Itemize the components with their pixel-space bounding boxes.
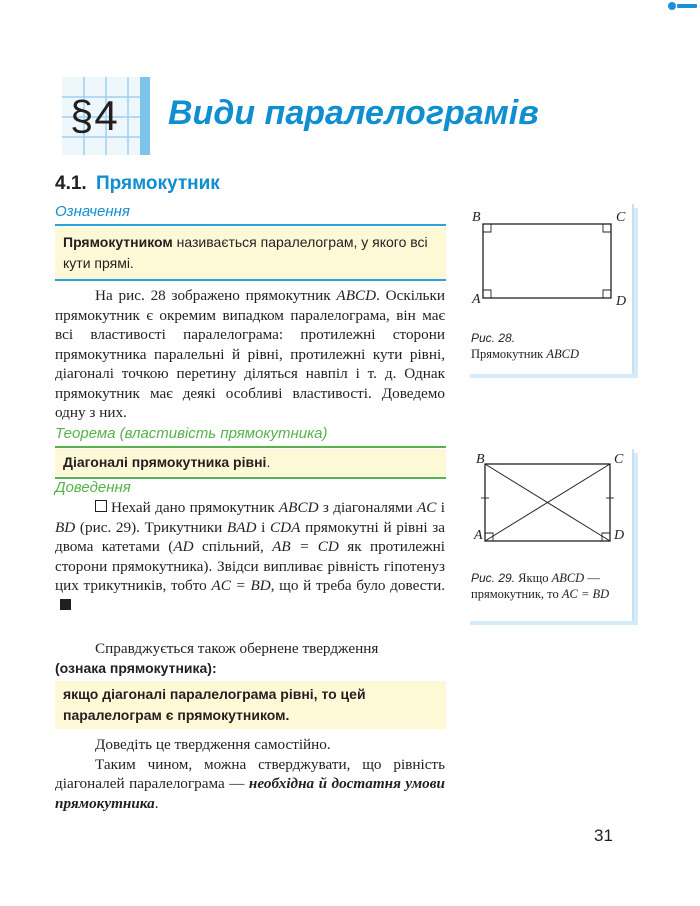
closing-end: . [154, 794, 159, 812]
fig29-caption-var: AC = BD [561, 587, 610, 601]
proof-var: AD [173, 538, 194, 555]
fig29-label-d: D [614, 528, 625, 543]
figure-28-caption [471, 330, 621, 362]
page-number: 31 [594, 826, 613, 845]
closing-line-2 [55, 755, 445, 814]
fig28-caption-text: Прямокутник [471, 347, 547, 361]
converse-paragraph [55, 639, 445, 678]
proof-text: прямокутні й рівні за двома катетами ( [55, 518, 445, 555]
definition-text: називається паралелограм, у якого всі кути прямі. [63, 234, 428, 271]
proof-text: як протилежні сторони прямокутника). Звідси випливає рівність гіпотенуз цих трикутників, тобто [55, 538, 445, 594]
proof-paragraph [55, 498, 445, 615]
closing-bold: необхідна й достатня умови прямокутника [55, 775, 445, 812]
proof-var: AB = CD [272, 538, 339, 555]
definition-rule-bottom [55, 279, 446, 281]
proof-text: (рис. 29). Трикутники [75, 518, 227, 536]
definition-rule-top [55, 224, 446, 226]
fig28-label-b: B [472, 210, 481, 225]
fig29-caption-text: — прямокутник, то [471, 571, 600, 601]
figure-29-rectangle [466, 449, 632, 549]
fig28-label-a: A [472, 292, 481, 307]
fig29-label-b: B [476, 452, 485, 467]
definition-term: Прямокутником [63, 234, 173, 250]
fig28-label-c: C [616, 210, 626, 225]
subsection-title: Прямокутник [96, 173, 220, 194]
proof-var: CDA [270, 518, 301, 536]
fig28-caption-label: Рис. 28. [471, 331, 516, 345]
proof-box-icon [95, 500, 107, 512]
proof-text: , що й треба було довести. [270, 577, 445, 594]
proof-text: і [436, 499, 445, 516]
proof-text: і [256, 518, 271, 536]
converse-text: Справджується також обернене твердження [95, 640, 379, 657]
section-number: §4 [70, 92, 119, 139]
intro-text-1: На рис. 28 зображено прямокутник [95, 287, 337, 304]
fig29-caption-label: Рис. 29. [471, 571, 516, 585]
definition-label: Означення [55, 203, 130, 220]
intro-paragraph [55, 286, 445, 423]
fig29-label-a: A [474, 528, 483, 543]
proof-var: BAD [226, 518, 257, 536]
proof-label: Доведення [55, 479, 131, 496]
proof-var: ABCD [278, 499, 319, 516]
fig28-caption-var: ABCD [546, 347, 580, 361]
theorem-box [55, 449, 446, 476]
theorem-rule-top [55, 446, 446, 448]
section-title: Види паралелограмів [168, 94, 539, 132]
figure-29-caption [471, 570, 626, 602]
figure-28-rectangle [466, 204, 632, 314]
intro-text-2: . Оскільки прямокутник є окремим випадком паралелограма, він має всі властивості паралелограма: протилежні сторони прямокутника паралельні й рівні, протилежні кути рівні, діагоналі точкою перетину діляться навпіл і т. д. Однак прямокутник має деякі особливі властивості. Доведемо одну з них. [55, 287, 445, 421]
proof-var: AC [417, 499, 437, 516]
subsection-number: 4.1. [55, 173, 87, 194]
qed-icon [60, 599, 71, 610]
publisher-logo-icon [668, 1, 698, 11]
converse-box: якщо діагоналі паралелограма рівні, то цей паралелограм є прямокутником. [55, 681, 446, 729]
fig29-caption-text: Якщо [515, 571, 552, 585]
definition-box [55, 227, 446, 279]
proof-var: AC = BD [211, 577, 271, 594]
fig29-caption-var: ABCD [551, 571, 585, 585]
proof-text: спільний, [193, 538, 273, 555]
theorem-text: Діагоналі прямокутника рівні [63, 454, 267, 470]
closing-line-1: Доведіть це твердження самостійно. [95, 736, 331, 753]
proof-text: з діагоналями [318, 499, 418, 516]
proof-text: Нехай дано прямокутник [111, 499, 279, 516]
fig29-label-c: C [614, 452, 624, 467]
closing-text: Таким чином, можна стверджувати, що рівність діагоналей паралелограма — [55, 755, 445, 792]
proof-var: BD [55, 518, 76, 536]
theorem-label: Теорема (властивість прямокутника) [55, 425, 328, 442]
theorem-end: . [266, 454, 271, 470]
intro-var-abcd: ABCD [336, 287, 377, 304]
converse-bold: (ознака прямокутника): [55, 659, 217, 676]
closing-paragraph [55, 735, 445, 813]
fig28-label-d: D [616, 294, 627, 309]
